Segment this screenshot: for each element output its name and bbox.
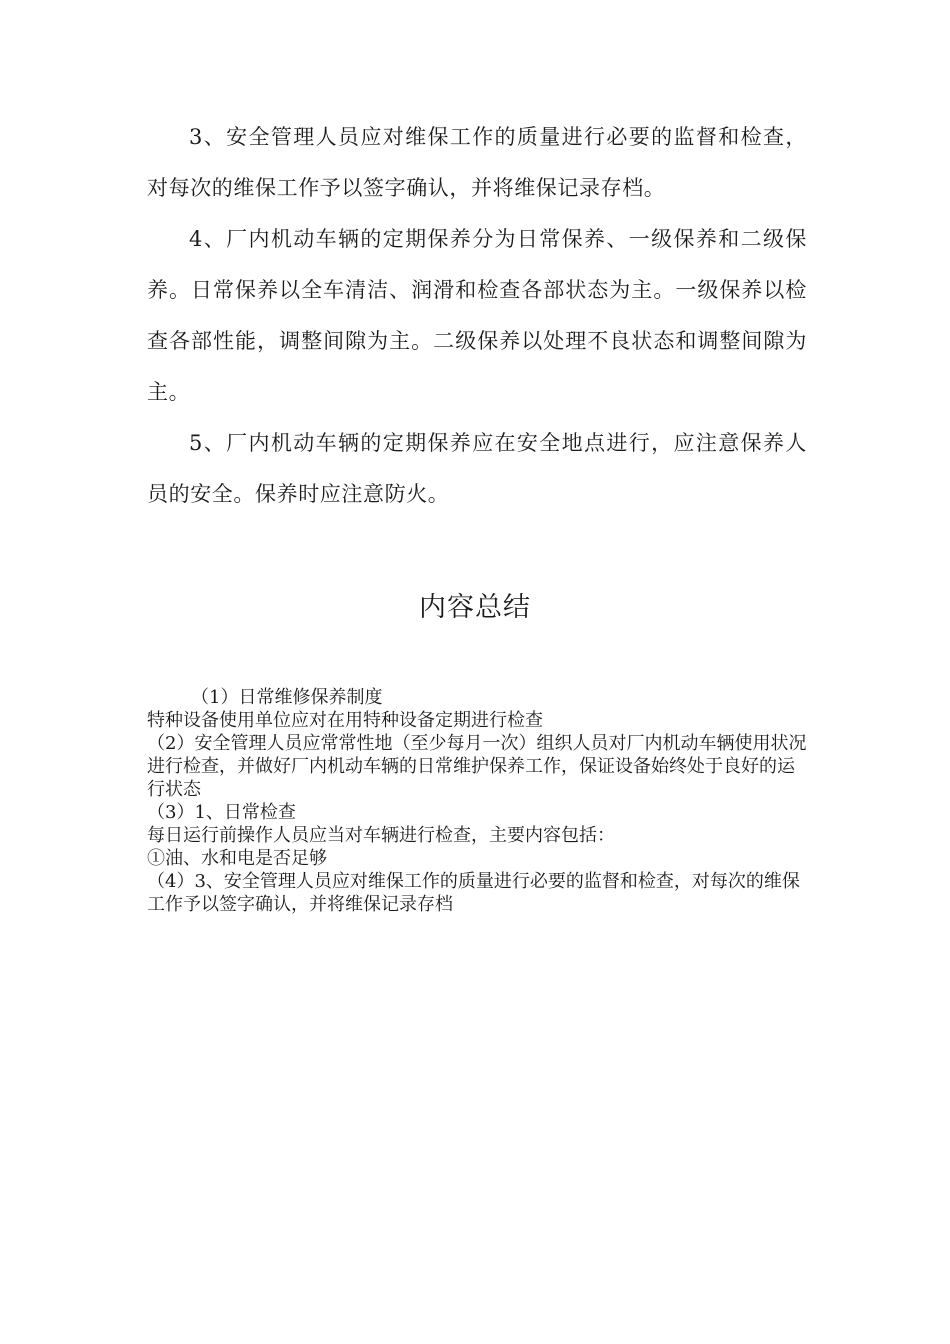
paragraph-5: 5、厂内机动车辆的定期保养应在安全地点进行，应注意保养人员的安全。保养时应注意防火。 <box>147 431 807 506</box>
summary-line: 特种设备使用单位应对在用特种设备定期进行检查 <box>147 710 543 731</box>
body-text <box>147 112 807 520</box>
summary-section <box>147 686 807 916</box>
summary-line: （2）安全管理人员应常常性地（至少每月一次）组织人员对厂内机动车辆使用状况进行检查，并做好厂内机动车辆的日常维护保养工作，保证设备始终处于良好的运行状态 <box>147 733 807 800</box>
summary-line: 每日运行前操作人员应当对车辆进行检查，主要内容包括： <box>147 825 615 846</box>
summary-line: （4）3、安全管理人员应对维保工作的质量进行必要的监督和检查，对每次的维保工作予以签字确认，并将维保记录存档 <box>147 871 800 915</box>
summary-line: ①油、水和电是否足够 <box>147 848 327 869</box>
summary-line: （3）1、日常检查 <box>147 802 296 823</box>
paragraph-3: 3、安全管理人员应对维保工作的质量进行必要的监督和检查，对每次的维保工作予以签字确认，并将维保记录存档。 <box>147 125 807 200</box>
paragraph-4: 4、厂内机动车辆的定期保养分为日常保养、一级保养和二级保养。日常保养以全车清洁、润滑和检查各部状态为主。一级保养以检查各部性能，调整间隙为主。二级保养以处理不良状态和调整间隙为主。 <box>147 227 807 404</box>
summary-title: 内容总结 <box>419 592 531 623</box>
summary-line: （1）日常维修保养制度 <box>191 687 383 708</box>
